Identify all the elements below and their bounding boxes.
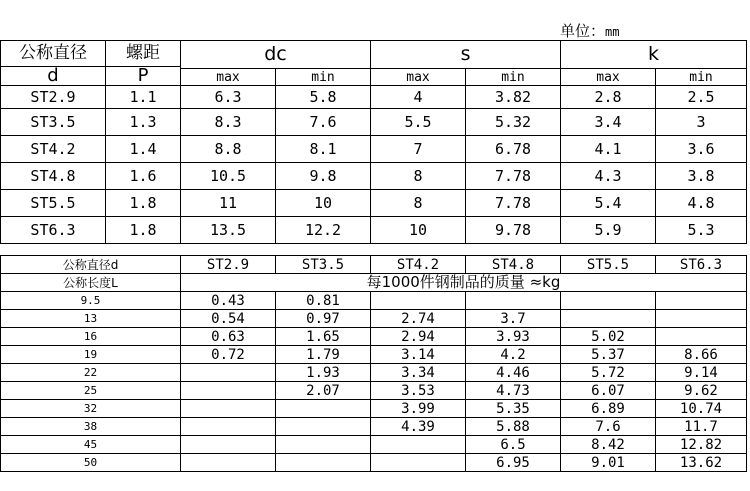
weight-cell bbox=[656, 328, 747, 346]
header-dc-min: min bbox=[276, 69, 371, 86]
header-pitch: 螺距 bbox=[106, 41, 181, 67]
table-row bbox=[1, 364, 747, 382]
header-dc-max: max bbox=[181, 69, 276, 86]
cell: 7.78 bbox=[466, 190, 561, 217]
weight-cell: 5.02 bbox=[561, 328, 656, 346]
table-row bbox=[1, 418, 747, 436]
header-k-min: min bbox=[656, 69, 747, 86]
cell: 9.78 bbox=[466, 217, 561, 244]
cell: ST5.5 bbox=[1, 190, 106, 217]
cell: 4.3 bbox=[561, 163, 656, 190]
cell: 13.5 bbox=[181, 217, 276, 244]
header-k: k bbox=[561, 41, 747, 69]
cell: 1.6 bbox=[106, 163, 181, 190]
length-cell: 19 bbox=[1, 346, 181, 364]
weight-cell bbox=[276, 454, 371, 472]
length-cell: 13 bbox=[1, 310, 181, 328]
weight-cell: 6.5 bbox=[466, 436, 561, 454]
size-st4-2: ST4.2 bbox=[371, 256, 466, 274]
header-k-max: max bbox=[561, 69, 656, 86]
size-st5-5: ST5.5 bbox=[561, 256, 656, 274]
cell: 7.6 bbox=[276, 109, 371, 136]
cell: 5.3 bbox=[656, 217, 747, 244]
cell: 1.8 bbox=[106, 217, 181, 244]
weight-cell bbox=[181, 418, 276, 436]
weight-cell: 2.07 bbox=[276, 382, 371, 400]
length-cell: 38 bbox=[1, 418, 181, 436]
weight-table bbox=[0, 255, 747, 472]
weight-cell bbox=[181, 382, 276, 400]
weight-cell: 1.93 bbox=[276, 364, 371, 382]
weight-cell: 6.07 bbox=[561, 382, 656, 400]
weight-cell bbox=[276, 418, 371, 436]
weight-cell bbox=[181, 436, 276, 454]
cell: 10 bbox=[371, 217, 466, 244]
header-nominal-diameter-d: 公称直径d bbox=[1, 256, 181, 274]
cell: ST4.8 bbox=[1, 163, 106, 190]
header-p-symbol: P bbox=[106, 67, 181, 86]
cell: 3.8 bbox=[656, 163, 747, 190]
weight-cell: 4.39 bbox=[371, 418, 466, 436]
weight-cell bbox=[371, 454, 466, 472]
table-row bbox=[1, 190, 747, 217]
cell: 5.32 bbox=[466, 109, 561, 136]
cell: 3.6 bbox=[656, 136, 747, 163]
weight-cell bbox=[561, 310, 656, 328]
cell: 1.1 bbox=[106, 86, 181, 109]
size-st6-3: ST6.3 bbox=[656, 256, 747, 274]
weight-cell: 5.72 bbox=[561, 364, 656, 382]
table-row bbox=[1, 109, 747, 136]
length-cell: 45 bbox=[1, 436, 181, 454]
weight-cell: 9.14 bbox=[656, 364, 747, 382]
header-nominal-length-l: 公称长度L bbox=[1, 274, 181, 292]
weight-cell bbox=[181, 364, 276, 382]
weight-cell: 0.63 bbox=[181, 328, 276, 346]
cell: 2.8 bbox=[561, 86, 656, 109]
weight-cell: 6.95 bbox=[466, 454, 561, 472]
cell: 5.8 bbox=[276, 86, 371, 109]
table-row bbox=[1, 86, 747, 109]
cell: ST2.9 bbox=[1, 86, 106, 109]
weight-cell bbox=[276, 400, 371, 418]
cell: 5.4 bbox=[561, 190, 656, 217]
weight-cell: 9.62 bbox=[656, 382, 747, 400]
cell: 8 bbox=[371, 190, 466, 217]
weight-title: 每1000件钢制品的质量 ≈kg bbox=[181, 274, 747, 292]
header-nominal-diameter: 公称直径 bbox=[1, 41, 106, 67]
table-row bbox=[1, 292, 747, 310]
cell: ST3.5 bbox=[1, 109, 106, 136]
weight-cell bbox=[276, 436, 371, 454]
size-st3-5: ST3.5 bbox=[276, 256, 371, 274]
cell: 6.3 bbox=[181, 86, 276, 109]
weight-cell bbox=[561, 292, 656, 310]
weight-cell bbox=[371, 292, 466, 310]
weight-cell: 7.6 bbox=[561, 418, 656, 436]
weight-cell: 12.82 bbox=[656, 436, 747, 454]
table-row bbox=[1, 328, 747, 346]
length-cell: 16 bbox=[1, 328, 181, 346]
cell: 8.1 bbox=[276, 136, 371, 163]
length-cell: 50 bbox=[1, 454, 181, 472]
header-s: s bbox=[371, 41, 561, 69]
weight-cell: 4.2 bbox=[466, 346, 561, 364]
length-cell: 25 bbox=[1, 382, 181, 400]
cell: 4.1 bbox=[561, 136, 656, 163]
weight-cell: 2.74 bbox=[371, 310, 466, 328]
weight-cell bbox=[466, 292, 561, 310]
cell: 1.8 bbox=[106, 190, 181, 217]
header-s-max: max bbox=[371, 69, 466, 86]
weight-cell: 5.88 bbox=[466, 418, 561, 436]
weight-cell: 9.01 bbox=[561, 454, 656, 472]
weight-cell: 5.35 bbox=[466, 400, 561, 418]
cell: 12.2 bbox=[276, 217, 371, 244]
weight-cell bbox=[181, 454, 276, 472]
weight-cell: 3.53 bbox=[371, 382, 466, 400]
cell: 11 bbox=[181, 190, 276, 217]
cell: 2.5 bbox=[656, 86, 747, 109]
weight-cell: 8.66 bbox=[656, 346, 747, 364]
table-row bbox=[1, 217, 747, 244]
weight-cell: 2.94 bbox=[371, 328, 466, 346]
cell: 7.78 bbox=[466, 163, 561, 190]
header-d-symbol: d bbox=[1, 67, 106, 86]
weight-cell: 8.42 bbox=[561, 436, 656, 454]
dimensions-table bbox=[0, 40, 747, 244]
weight-cell bbox=[656, 292, 747, 310]
weight-cell: 11.7 bbox=[656, 418, 747, 436]
cell: 9.8 bbox=[276, 163, 371, 190]
cell: 8.3 bbox=[181, 109, 276, 136]
table-row bbox=[1, 400, 747, 418]
length-header-row bbox=[1, 274, 747, 292]
size-header-row bbox=[1, 256, 747, 274]
weight-cell: 0.43 bbox=[181, 292, 276, 310]
cell: 8.8 bbox=[181, 136, 276, 163]
weight-cell: 0.72 bbox=[181, 346, 276, 364]
cell: 5.5 bbox=[371, 109, 466, 136]
table-row bbox=[1, 382, 747, 400]
weight-cell: 4.46 bbox=[466, 364, 561, 382]
cell: 1.3 bbox=[106, 109, 181, 136]
weight-cell: 3.93 bbox=[466, 328, 561, 346]
table-row bbox=[1, 163, 747, 190]
weight-cell bbox=[371, 436, 466, 454]
table-row bbox=[1, 436, 747, 454]
unit-label: 单位： bbox=[560, 22, 606, 40]
weight-cell: 0.81 bbox=[276, 292, 371, 310]
weight-cell: 10.74 bbox=[656, 400, 747, 418]
weight-cell: 1.79 bbox=[276, 346, 371, 364]
size-st2-9: ST2.9 bbox=[181, 256, 276, 274]
cell: 10 bbox=[276, 190, 371, 217]
size-st4-8: ST4.8 bbox=[466, 256, 561, 274]
cell: 3.4 bbox=[561, 109, 656, 136]
length-cell: 32 bbox=[1, 400, 181, 418]
weight-cell bbox=[181, 400, 276, 418]
length-cell: 22 bbox=[1, 364, 181, 382]
table-row bbox=[1, 346, 747, 364]
cell: 6.78 bbox=[466, 136, 561, 163]
header-s-min: min bbox=[466, 69, 561, 86]
cell: 4.8 bbox=[656, 190, 747, 217]
header-dc: dc bbox=[181, 41, 371, 69]
weight-cell: 3.7 bbox=[466, 310, 561, 328]
cell: 1.4 bbox=[106, 136, 181, 163]
dimensions-body bbox=[1, 86, 747, 244]
cell: 10.5 bbox=[181, 163, 276, 190]
cell: 3.82 bbox=[466, 86, 561, 109]
weight-cell: 5.37 bbox=[561, 346, 656, 364]
unit-caption bbox=[560, 20, 619, 41]
weight-cell: 13.62 bbox=[656, 454, 747, 472]
cell: ST6.3 bbox=[1, 217, 106, 244]
cell: 7 bbox=[371, 136, 466, 163]
weight-cell: 4.73 bbox=[466, 382, 561, 400]
weight-cell: 0.97 bbox=[276, 310, 371, 328]
cell: 3 bbox=[656, 109, 747, 136]
weight-cell bbox=[656, 310, 747, 328]
weight-cell: 3.99 bbox=[371, 400, 466, 418]
table-row bbox=[1, 310, 747, 328]
weight-cell: 1.65 bbox=[276, 328, 371, 346]
cell: 8 bbox=[371, 163, 466, 190]
cell: ST4.2 bbox=[1, 136, 106, 163]
unit-value: mm bbox=[605, 25, 620, 39]
weight-cell: 3.14 bbox=[371, 346, 466, 364]
length-cell: 9.5 bbox=[1, 292, 181, 310]
cell: 5.9 bbox=[561, 217, 656, 244]
weight-cell: 0.54 bbox=[181, 310, 276, 328]
weight-cell: 6.89 bbox=[561, 400, 656, 418]
table-row bbox=[1, 136, 747, 163]
weight-cell: 3.34 bbox=[371, 364, 466, 382]
table-row bbox=[1, 454, 747, 472]
cell: 4 bbox=[371, 86, 466, 109]
